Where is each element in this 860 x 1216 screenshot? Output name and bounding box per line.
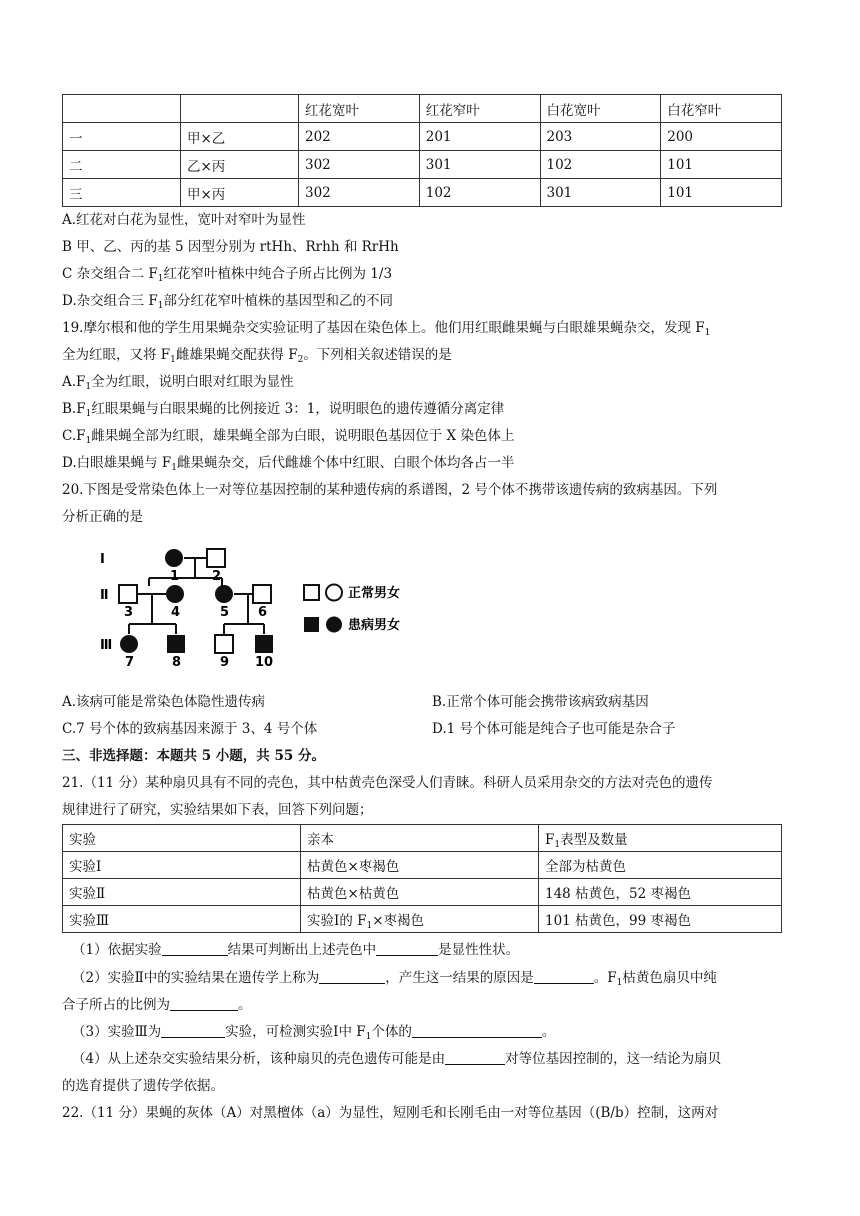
text-fragment: 实验，可检测实验Ⅰ中 F (225, 1024, 366, 1040)
q19-stem-line-1 (62, 318, 710, 338)
q18-option-a: A.红花对白花为显性，宽叶对窄叶为显性 (62, 212, 306, 228)
table-cell (63, 95, 181, 123)
answer-blank[interactable] (376, 941, 438, 956)
generation-label-1: Ⅰ (100, 552, 105, 567)
table-header-row (63, 825, 782, 852)
q19-option-b (62, 399, 504, 419)
text-fragment: 全为红眼，又将 F (62, 347, 171, 363)
table-cell: 101 (661, 179, 782, 207)
answer-blank[interactable] (534, 969, 594, 984)
q21-stem-line-2: 规律进行了研究，实验结果如下表，回答下列问题； (62, 802, 373, 818)
text-fragment: D.白眼雄果蝇与 F (62, 455, 172, 471)
text-fragment: 雌果蝇全部为红眼，雄果蝇全部为白眼，说明眼色基因位于 X 染色体上 (91, 428, 515, 444)
table-cell: 101 枯黄色，99 枣褐色 (539, 906, 782, 933)
q21-part-3 (72, 1022, 555, 1042)
table-row (63, 151, 782, 179)
generation-label-3: Ⅲ (100, 638, 113, 653)
table-cell: 200 (661, 123, 782, 151)
table-row (63, 906, 782, 933)
text-fragment: （4）从上述杂交实验结果分析，该种扇贝的壳色遗传可能是由 (72, 1051, 446, 1067)
table-cell: 一 (63, 123, 181, 151)
shell-color-table (62, 824, 782, 933)
generation-label-2: Ⅱ (100, 588, 109, 603)
table-cell: 二 (63, 151, 181, 179)
individual-8-affected-male (167, 635, 185, 653)
text-fragment: 19.摩尔根和他的学生用果蝇杂交实验证明了基因在染色体上。他们用红眼雌果蝇与白眼雄果蝇杂交，发现 F (62, 320, 705, 336)
table-row (63, 123, 782, 151)
q20-option-c: C.7 号个体的致病基因来源于 3、4 号个体 (62, 721, 318, 737)
q21-part-2-line-2 (62, 995, 252, 1015)
q19-option-d (62, 453, 515, 473)
text-fragment: A.F (62, 374, 86, 390)
q19-option-c (62, 426, 514, 446)
cross-results-table (62, 94, 782, 207)
text-fragment: 枯黄色扇贝中纯 (622, 970, 717, 986)
text-fragment: 合子所占的比例为 (62, 997, 170, 1013)
text-fragment: 是显性性状。 (438, 942, 520, 958)
table-cell: 301 (540, 179, 661, 207)
table-row (63, 879, 782, 906)
table-cell: 乙×丙 (181, 151, 299, 179)
table-cell: 实验Ⅱ (63, 879, 301, 906)
table-cell: 301 (419, 151, 540, 179)
legend-normal-label: 正常男女 (348, 586, 401, 601)
q21-part-4-line-2: 的选育提供了遗传学依据。 (62, 1078, 224, 1094)
q21-stem-line-1: 21.（11 分）某种扇贝具有不同的壳色，其中枯黄壳色深受人们青睐。科研人员采用杂交的方法对壳色的遗传 (62, 775, 713, 791)
subscript: 1 (704, 328, 711, 338)
individual-number: 2 (212, 569, 222, 584)
individual-3-normal-male (119, 585, 137, 603)
q19-stem-line-2 (62, 345, 452, 365)
text-fragment: 红花窄叶植株中纯合子所占比例为 1/3 (163, 266, 393, 282)
text-fragment: F (545, 832, 555, 848)
text-fragment: 。F (593, 970, 617, 986)
q19-option-a (62, 372, 294, 392)
subscript: 1 (85, 409, 92, 419)
legend-affected-female-icon (326, 617, 342, 633)
text-fragment: （2）实验Ⅱ中的实验结果在遗传学上称为 (72, 970, 320, 986)
q20-stem-line-1: 20.下图是受常染色体上一对等位基因控制的某种遗传病的系谱图，2 号个体不携带该遗传病的致病基因。下列 (62, 482, 718, 498)
individual-9-normal-male (215, 635, 233, 653)
table-cell: 148 枯黄色，52 枣褐色 (539, 879, 782, 906)
legend-normal-male-icon (304, 585, 319, 600)
subscript: 1 (157, 301, 164, 311)
subscript: 1 (157, 274, 164, 284)
q18-option-d (62, 291, 393, 311)
table-cell: 203 (540, 123, 661, 151)
table-cell: 202 (299, 123, 420, 151)
text-fragment: 部分红花窄叶植株的基因型和乙的不同 (163, 293, 394, 309)
individual-number: 5 (220, 605, 230, 620)
q18-option-b: B 甲、乙、丙的基 5 因型分别为 rtHh、Rrhh 和 RrHh (62, 239, 399, 255)
table-cell (301, 906, 539, 933)
individual-number: 9 (220, 655, 230, 670)
text-fragment: （1）依据实验 (72, 942, 162, 958)
text-fragment: C.F (62, 428, 86, 444)
answer-blank[interactable] (445, 1050, 505, 1065)
individual-2-normal-male (207, 549, 225, 567)
table-row (63, 852, 782, 879)
q20-option-d: D.1 号个体可能是纯合子也可能是杂合子 (432, 721, 676, 737)
q21-part-1 (72, 940, 519, 960)
table-cell: 201 (419, 123, 540, 151)
individual-number: 3 (124, 605, 134, 620)
individual-number: 4 (171, 605, 181, 620)
q20-stem-line-2: 分析正确的是 (62, 509, 143, 525)
individual-6-normal-male (253, 585, 271, 603)
subscript: 1 (365, 1032, 372, 1042)
individual-10-affected-male (255, 635, 273, 653)
text-fragment: 红眼果蝇与白眼果蝇的比例接近 3：1，说明眼色的遗传遵循分离定律 (91, 401, 505, 417)
subscript: 1 (366, 921, 373, 931)
table-header-cell: 白花宽叶 (540, 95, 661, 123)
individual-7-affected-female (120, 635, 138, 653)
q21-part-4-line-1 (72, 1049, 721, 1069)
text-fragment: 对等位基因控制的，这一结论为扇贝 (505, 1051, 722, 1067)
text-fragment: 。 (541, 1024, 556, 1040)
table-row (63, 179, 782, 207)
subscript: 1 (554, 840, 561, 850)
text-fragment: （3）实验Ⅲ为 (72, 1024, 162, 1040)
table-cell: 枯黄色×枯黄色 (301, 879, 539, 906)
text-fragment: 。下列相关叙述错误的是 (303, 347, 452, 363)
table-header-cell: 白花窄叶 (661, 95, 782, 123)
subscript: 2 (297, 355, 304, 365)
table-cell: 102 (419, 179, 540, 207)
individual-number: 8 (172, 655, 182, 670)
text-fragment: 表型及数量 (560, 832, 628, 848)
q20-option-a: A.该病可能是常染色体隐性遗传病 (62, 694, 266, 710)
text-fragment: 全为红眼，说明白眼对红眼为显性 (91, 374, 294, 390)
answer-blank[interactable] (319, 969, 385, 984)
text-fragment: C 杂交组合二 F (62, 266, 158, 282)
legend-affected-male-icon (304, 617, 319, 632)
individual-number: 1 (170, 569, 180, 584)
answer-blank[interactable] (162, 941, 228, 956)
answer-blank[interactable] (161, 1023, 225, 1038)
answer-blank[interactable] (412, 1023, 542, 1038)
q21-part-2-line-1 (72, 968, 717, 988)
table-cell: 全部为枯黄色 (539, 852, 782, 879)
individual-5-affected-female (215, 585, 233, 603)
text-fragment: 实验Ⅰ的 F (307, 913, 367, 929)
table-header-cell: 红花窄叶 (419, 95, 540, 123)
table-cell: 302 (299, 151, 420, 179)
table-cell: 甲×乙 (181, 123, 299, 151)
table-cell: 302 (299, 179, 420, 207)
subscript: 1 (85, 382, 92, 392)
legend-normal-female-icon (326, 585, 342, 601)
subscript: 1 (85, 436, 92, 446)
subscript: 1 (170, 355, 176, 365)
individual-4-affected-female (166, 585, 184, 603)
q22-stem-line-1: 22.（11 分）果蝇的灰体（A）对黑檀体（a）为显性，短刚毛和长刚毛由一对等位基因（(B/b）控制，这两对 (62, 1105, 719, 1121)
table-cell: 102 (540, 151, 661, 179)
table-cell: 实验Ⅰ (63, 852, 301, 879)
individual-number: 6 (258, 605, 268, 620)
individual-number: 7 (125, 655, 135, 670)
table-cell: 枯黄色×枣褐色 (301, 852, 539, 879)
table-cell: 实验Ⅲ (63, 906, 301, 933)
table-cell (181, 95, 299, 123)
text-fragment: 个体的 (371, 1024, 412, 1040)
legend-affected-label: 患病男女 (348, 618, 401, 633)
text-fragment: ，产生这一结果的原因是 (385, 970, 534, 986)
text-fragment: 雌雄果蝇交配获得 F (175, 347, 298, 363)
pedigree-diagram (64, 536, 464, 684)
text-fragment: ×枣褐色 (372, 913, 425, 929)
subscript: 1 (616, 978, 623, 988)
table-header-cell: 红花宽叶 (299, 95, 420, 123)
text-fragment: 。 (238, 997, 252, 1013)
individual-number: 10 (255, 655, 274, 670)
text-fragment: D.杂交组合三 F (62, 293, 158, 309)
table-header-cell: 亲本 (301, 825, 539, 852)
text-fragment: 结果可判断出上述壳色中 (227, 942, 377, 958)
table-header-cell: 实验 (63, 825, 301, 852)
table-cell: 甲×丙 (181, 179, 299, 207)
table-header-row (63, 95, 782, 123)
table-header-cell (539, 825, 782, 852)
answer-blank[interactable] (170, 996, 238, 1011)
q18-option-c (62, 264, 392, 284)
subscript: 1 (171, 463, 178, 473)
text-fragment: 雌果蝇杂交，后代雌雄个体中红眼、白眼个体均各占一半 (177, 455, 515, 471)
q20-option-b: B.正常个体可能会携带该病致病基因 (432, 694, 649, 710)
individual-1-affected-female (165, 549, 183, 567)
section-heading: 三、非选择题：本题共 5 小题，共 55 分。 (62, 748, 325, 764)
table-cell: 三 (63, 179, 181, 207)
table-cell: 101 (661, 151, 782, 179)
text-fragment: B.F (62, 401, 86, 417)
